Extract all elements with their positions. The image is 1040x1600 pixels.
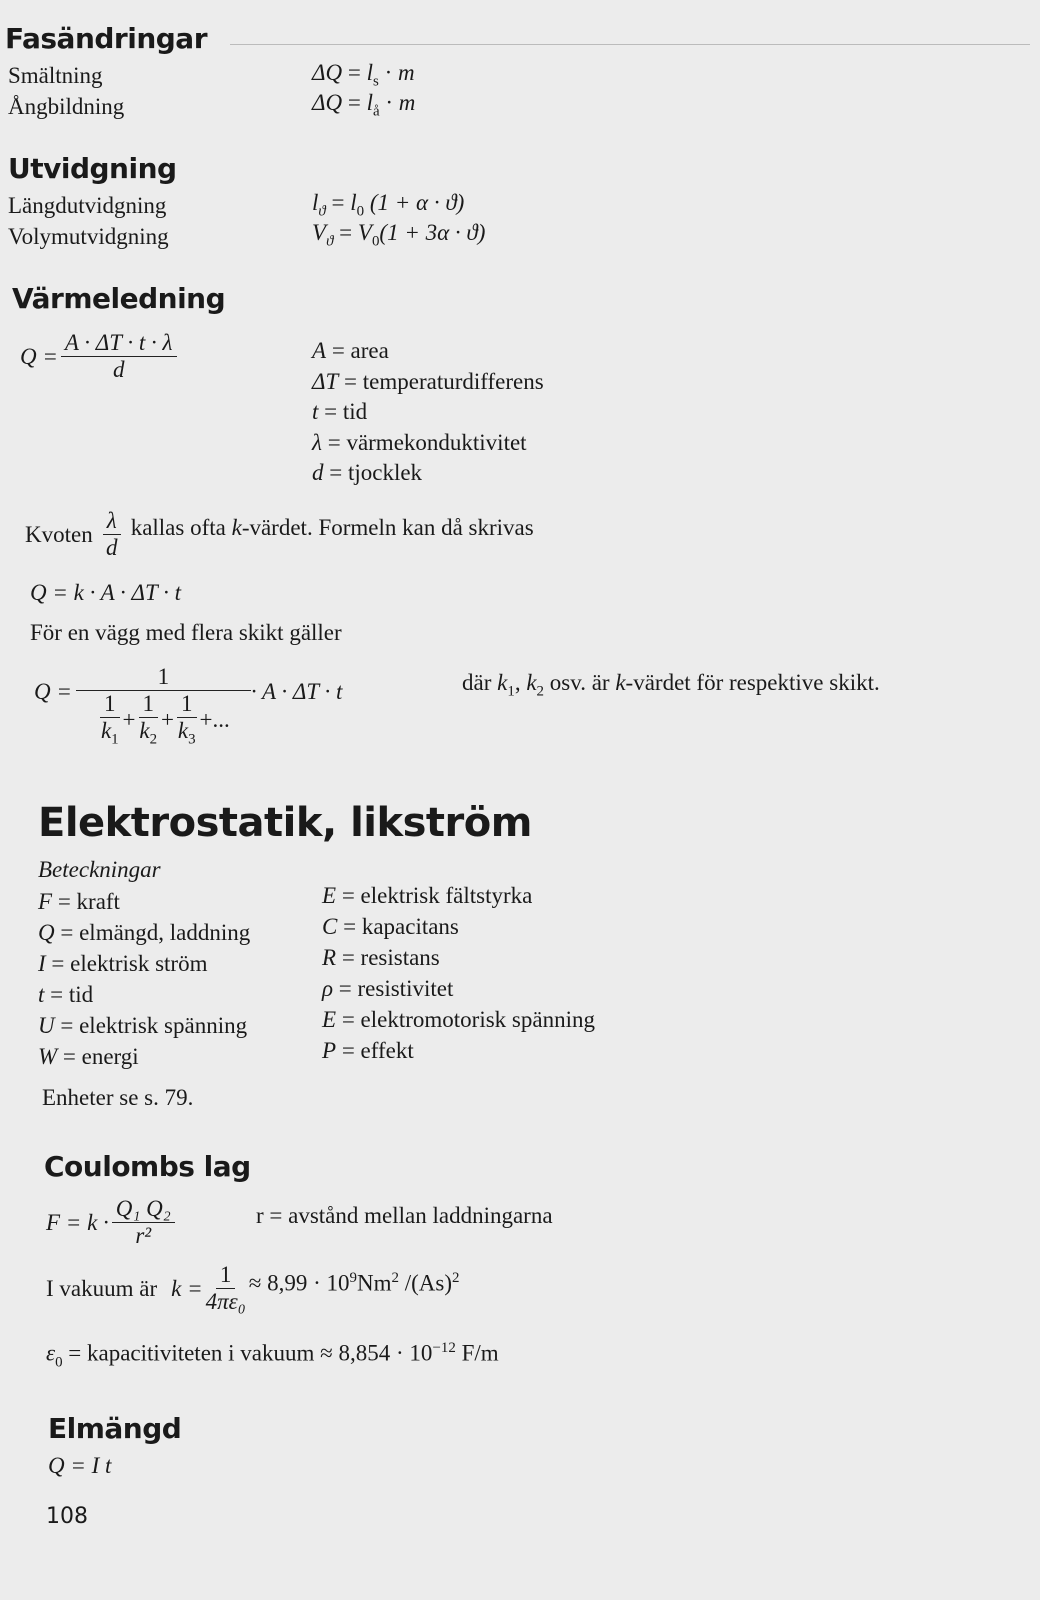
heading-elektrostatik: Elektrostatik, likström [38, 800, 532, 846]
def-item: P = effekt [322, 1038, 414, 1063]
def-item: ρ = resistivitet [322, 976, 454, 1001]
formula-smaltning: $\Delta Q = l_s \cdot m$ [312, 60, 415, 90]
label-volymutvidgning: Volymutvidgning [8, 224, 169, 249]
def-item: U = elektrisk spänning [38, 1013, 248, 1038]
formula-langdutvidgning: $l_ϑ = l_0$ (1 + α · ϑ) [312, 190, 465, 220]
label-angbildning: Ångbildning [8, 94, 125, 119]
def-item: λ = värmekonduktivitet [312, 429, 527, 455]
formula-k-varde: Q = k · A · ΔT · t [30, 580, 182, 605]
def-item: C = kapacitans [322, 914, 459, 939]
formula-vakuum-k: I vakuum är k = $\frac{1}{\text{4πε₀}}$ ≈ $8,99 \cdot 10^9Nm^2$ $/(As)^2$ [46, 1262, 460, 1315]
units-reference: Enheter se s. 79. [42, 1085, 194, 1110]
heading-varmeledning: Värmeledning [12, 282, 226, 315]
heading-coulombs-lag: Coulombs lag [44, 1150, 251, 1183]
formula-varmeledning: Q = $\frac{A \cdot \Delta T \cdot t \cdot \lambda}{d}$ [20, 330, 180, 384]
def-item: A = area [312, 338, 389, 363]
def-item: I = elektrisk ström [38, 951, 208, 976]
subtitle-beteckningar: Beteckningar [38, 857, 161, 882]
def-item: E = elektrisk fältstyrka [322, 883, 533, 908]
multi-layer-intro: För en vägg med flera skikt gäller [30, 620, 342, 645]
el-definitions-right [322, 880, 595, 1066]
kvoten-line: Kvoten $\frac{\lambda}{d}$ kallas ofta k-värdet. Formeln kan då skrivas [25, 508, 534, 561]
def-item: Q = elmängd, laddning [38, 920, 251, 945]
page-number: 108 [46, 1504, 88, 1529]
coulomb-note: r = avstånd mellan laddningarna [256, 1203, 553, 1228]
def-item: t = tid [312, 399, 368, 424]
label-smaltning: Smältning [8, 63, 103, 88]
heading-fasandringar: Fasändringar [5, 22, 208, 55]
heading-rule [230, 44, 1030, 45]
formula-elmangd: Q = I t [48, 1453, 112, 1478]
def-item: ΔT = temperaturdifferens [312, 368, 544, 394]
label-langdutvidgning: Längdutvidgning [8, 193, 167, 218]
def-item: d = tjocklek [312, 460, 423, 485]
formula-volymutvidgning: $V_ϑ = V_0(1 + 3\alpha \cdot ϑ)$ [312, 220, 486, 250]
def-item: F = kraft [38, 889, 120, 914]
def-item: E = elektromotorisk spänning [322, 1007, 595, 1032]
def-item: t = tid [38, 982, 94, 1007]
formula-coulomb: F = k · $\frac{\text{Q₁ Q₂}}{\text{r²}}$ [46, 1196, 178, 1250]
heading-utvidgning: Utvidgning [8, 152, 177, 185]
formula-angbildning: $\Delta Q = l_å \cdot m$ [312, 90, 416, 120]
def-item: R = resistans [322, 945, 440, 970]
heading-elmangd: Elmängd [48, 1412, 182, 1445]
formula-multi-layer: Q = 1 $\frac{1}{k_1}$ + $\frac{1}{k_2}$ + $\frac{1}{k_3}$ +... · A · ΔT · t [34, 664, 343, 749]
def-item: W = energi [38, 1044, 139, 1069]
el-definitions-left [38, 886, 250, 1072]
multi-layer-note: där $k_1$, $k_2$ osv. är k-värdet för respektive skikt. [462, 670, 880, 700]
varme-definitions [312, 336, 544, 489]
epsilon-definition: $\varepsilon_0$ = kapacitiviteten i vakuum ≈ $8,854 \cdot 10^{-12}$ F/m [46, 1340, 499, 1371]
